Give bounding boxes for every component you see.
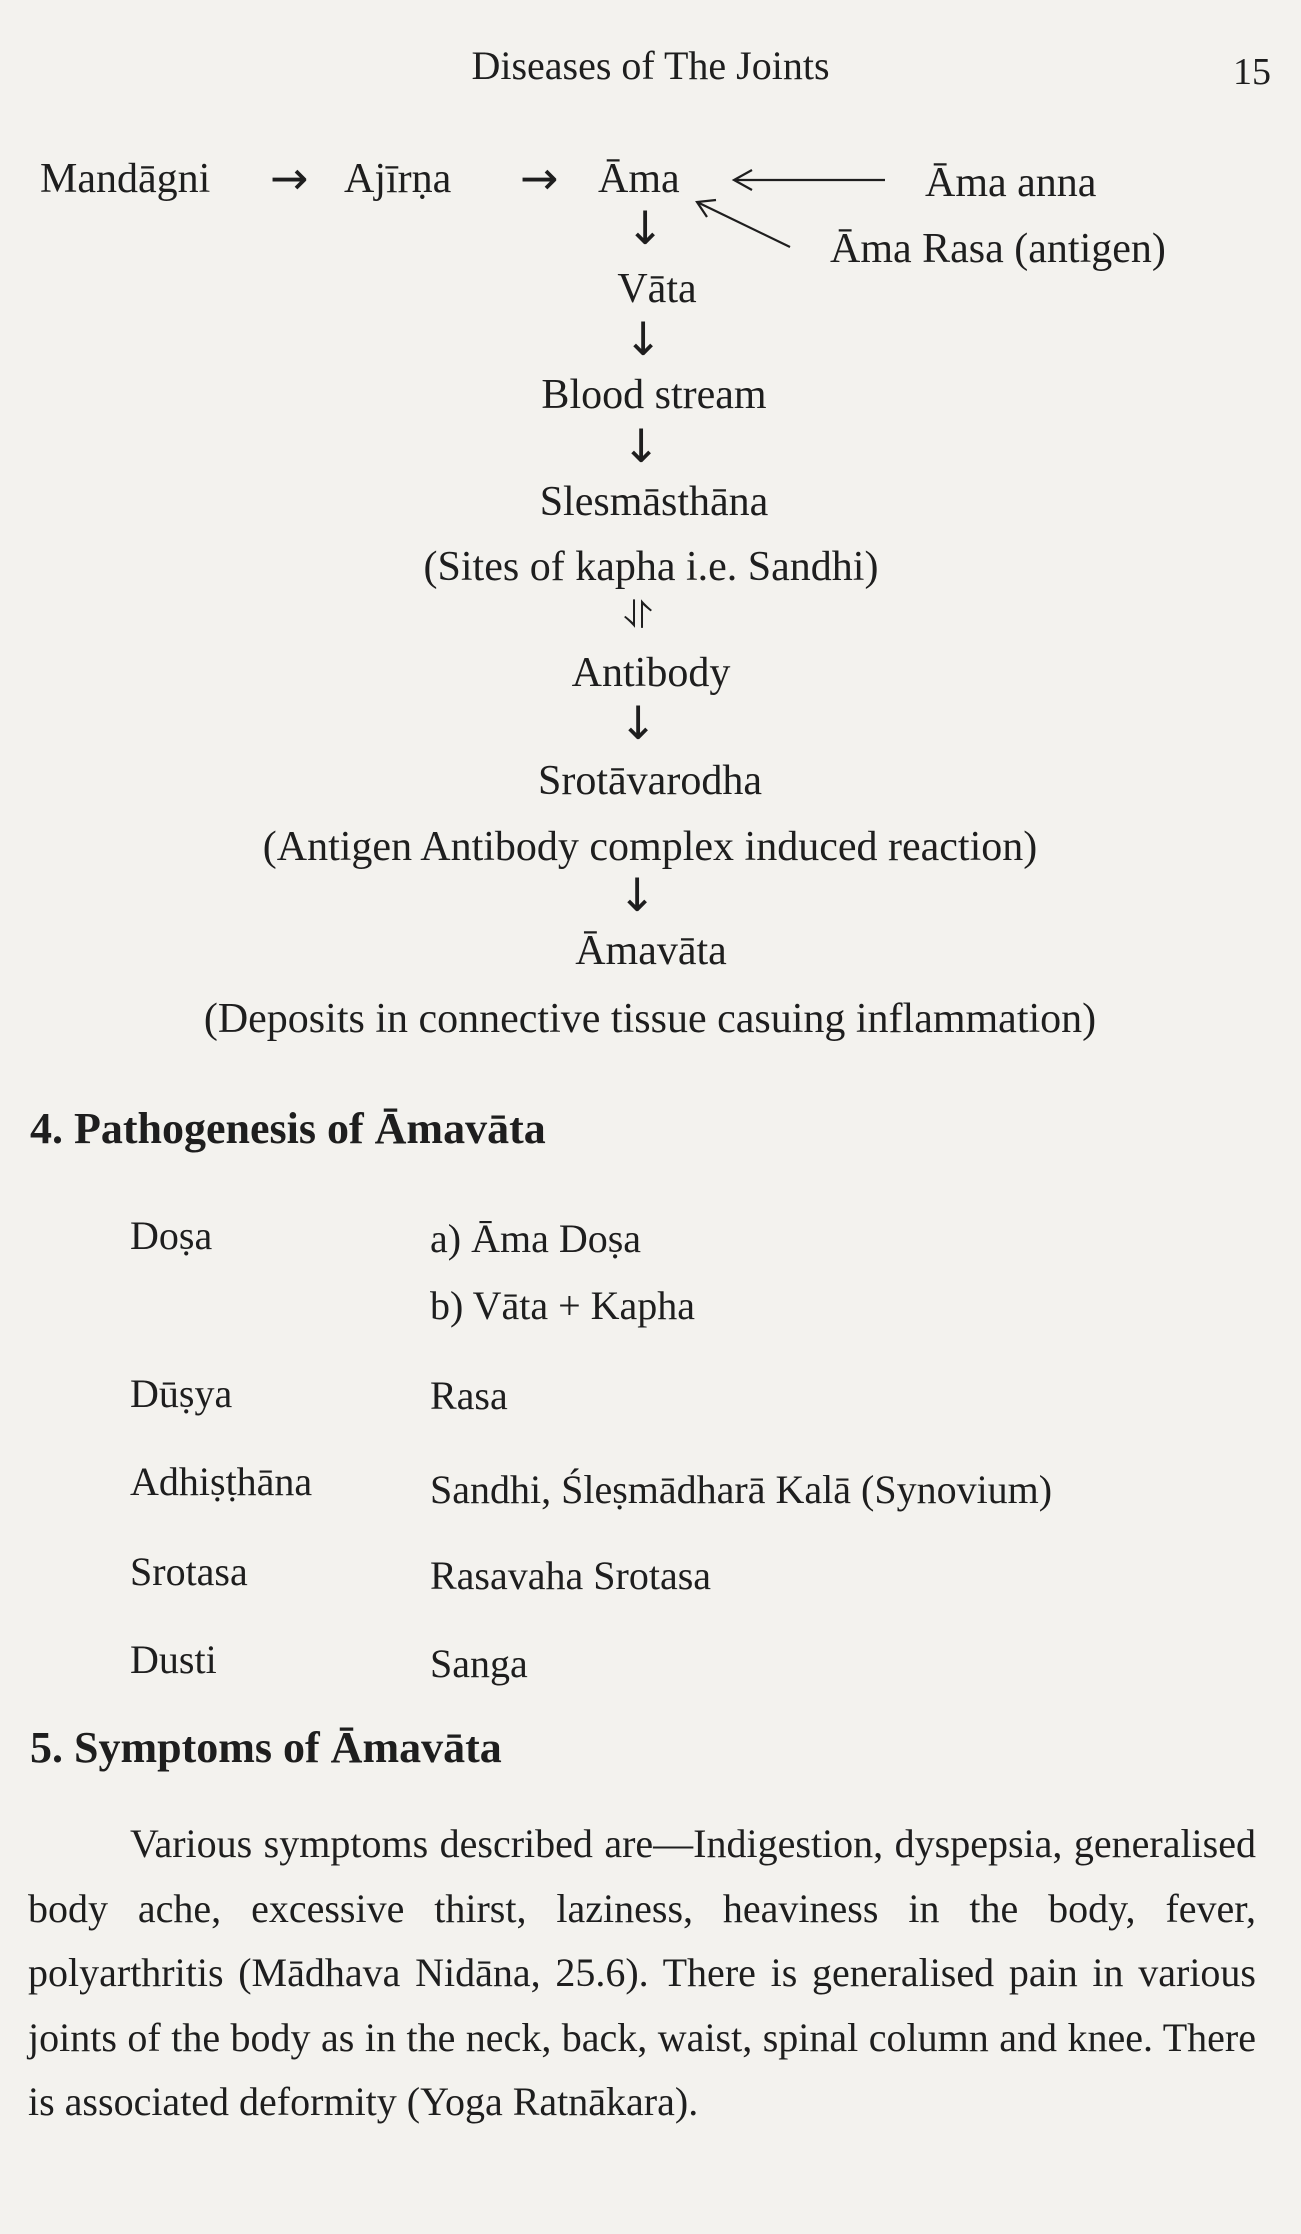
node-amavata-note: (Deposits in connective tissue casuing inflammation) xyxy=(203,996,1097,1042)
row-value-dusti: Sanga xyxy=(430,1641,528,1686)
node-srotavarodha-note: (Antigen Antibody complex induced reaction) xyxy=(262,824,1038,870)
arrow-slesmasthana-antibody: ⥯ xyxy=(623,593,653,637)
node-amavata: Āmavāta xyxy=(575,928,727,974)
node-srotavarodha: Srotāvarodha xyxy=(538,758,762,804)
row-value-adhisthana: Sandhi, Śleṣmādharā Kalā (Synovium) xyxy=(430,1467,1053,1512)
symptoms-heading: 5. Symptoms of Āmavāta xyxy=(30,1723,502,1772)
running-head: Diseases of The Joints xyxy=(471,43,830,88)
row-label-dusti: Dusti xyxy=(130,1637,217,1682)
row-label-adhisthana: Adhiṣṭhāna xyxy=(130,1459,313,1504)
row-label-dosa: Doṣa xyxy=(130,1213,213,1258)
arrow-ama-rasa-line xyxy=(697,202,790,247)
row-label-srotasa: Srotasa xyxy=(130,1549,248,1594)
node-antibody: Antibody xyxy=(571,650,731,696)
row-value-dosa-b: b) Vāta + Kapha xyxy=(430,1283,696,1328)
node-ajirna: Ajīrṇa xyxy=(344,156,452,202)
row-value-srotasa: Rasavaha Srotasa xyxy=(430,1553,712,1598)
symptoms-paragraph: Various symptoms described are—Indigestion, dyspepsia, generalised body ache, excessive thirst, laziness, heaviness in the body, fever, polyarthritis (Mādhava Nidāna, 25.6). There is generalised pain in various joints of the body as in the neck, back, waist, spinal column and knee. There is associated deformity (Yoga Ratnākara). xyxy=(28,1821,1256,2124)
page-number: 15 xyxy=(1233,51,1271,93)
node-slesmasthana-note: (Sites of kapha i.e. Sandhi) xyxy=(423,544,879,590)
row-label-dusya: Dūṣya xyxy=(130,1371,233,1416)
node-ama-anna: Āma anna xyxy=(925,160,1097,206)
arrow-ama-to-vata: ↓ xyxy=(625,201,665,255)
node-vata: Vāta xyxy=(617,266,697,312)
arrow-antibody-to-srotavarodha: ↓ xyxy=(618,696,658,750)
node-blood-stream: Blood stream xyxy=(541,372,767,418)
arrow-vata-to-blood: ↓ xyxy=(623,312,663,366)
node-slesmasthana: Slesmāsthāna xyxy=(539,479,769,525)
node-ama-rasa: Āma Rasa (antigen) xyxy=(830,226,1166,272)
node-mandagni: Mandāgni xyxy=(40,156,211,202)
arrow-ama-rasa-head xyxy=(697,200,716,217)
row-value-dusya: Rasa xyxy=(430,1373,508,1418)
node-ama: Āma xyxy=(598,156,680,202)
arrow-mandagni-to-ajirna: → xyxy=(270,151,309,205)
row-value-dosa-a: a) Āma Doṣa xyxy=(430,1216,642,1261)
pathogenesis-heading: 4. Pathogenesis of Āmavāta xyxy=(30,1104,546,1153)
arrow-blood-to-slesmasthana: ↓ xyxy=(621,419,661,473)
arrow-ajirna-to-ama: → xyxy=(520,151,559,205)
arrow-srotavarodha-to-amavata: ↓ xyxy=(617,868,657,922)
